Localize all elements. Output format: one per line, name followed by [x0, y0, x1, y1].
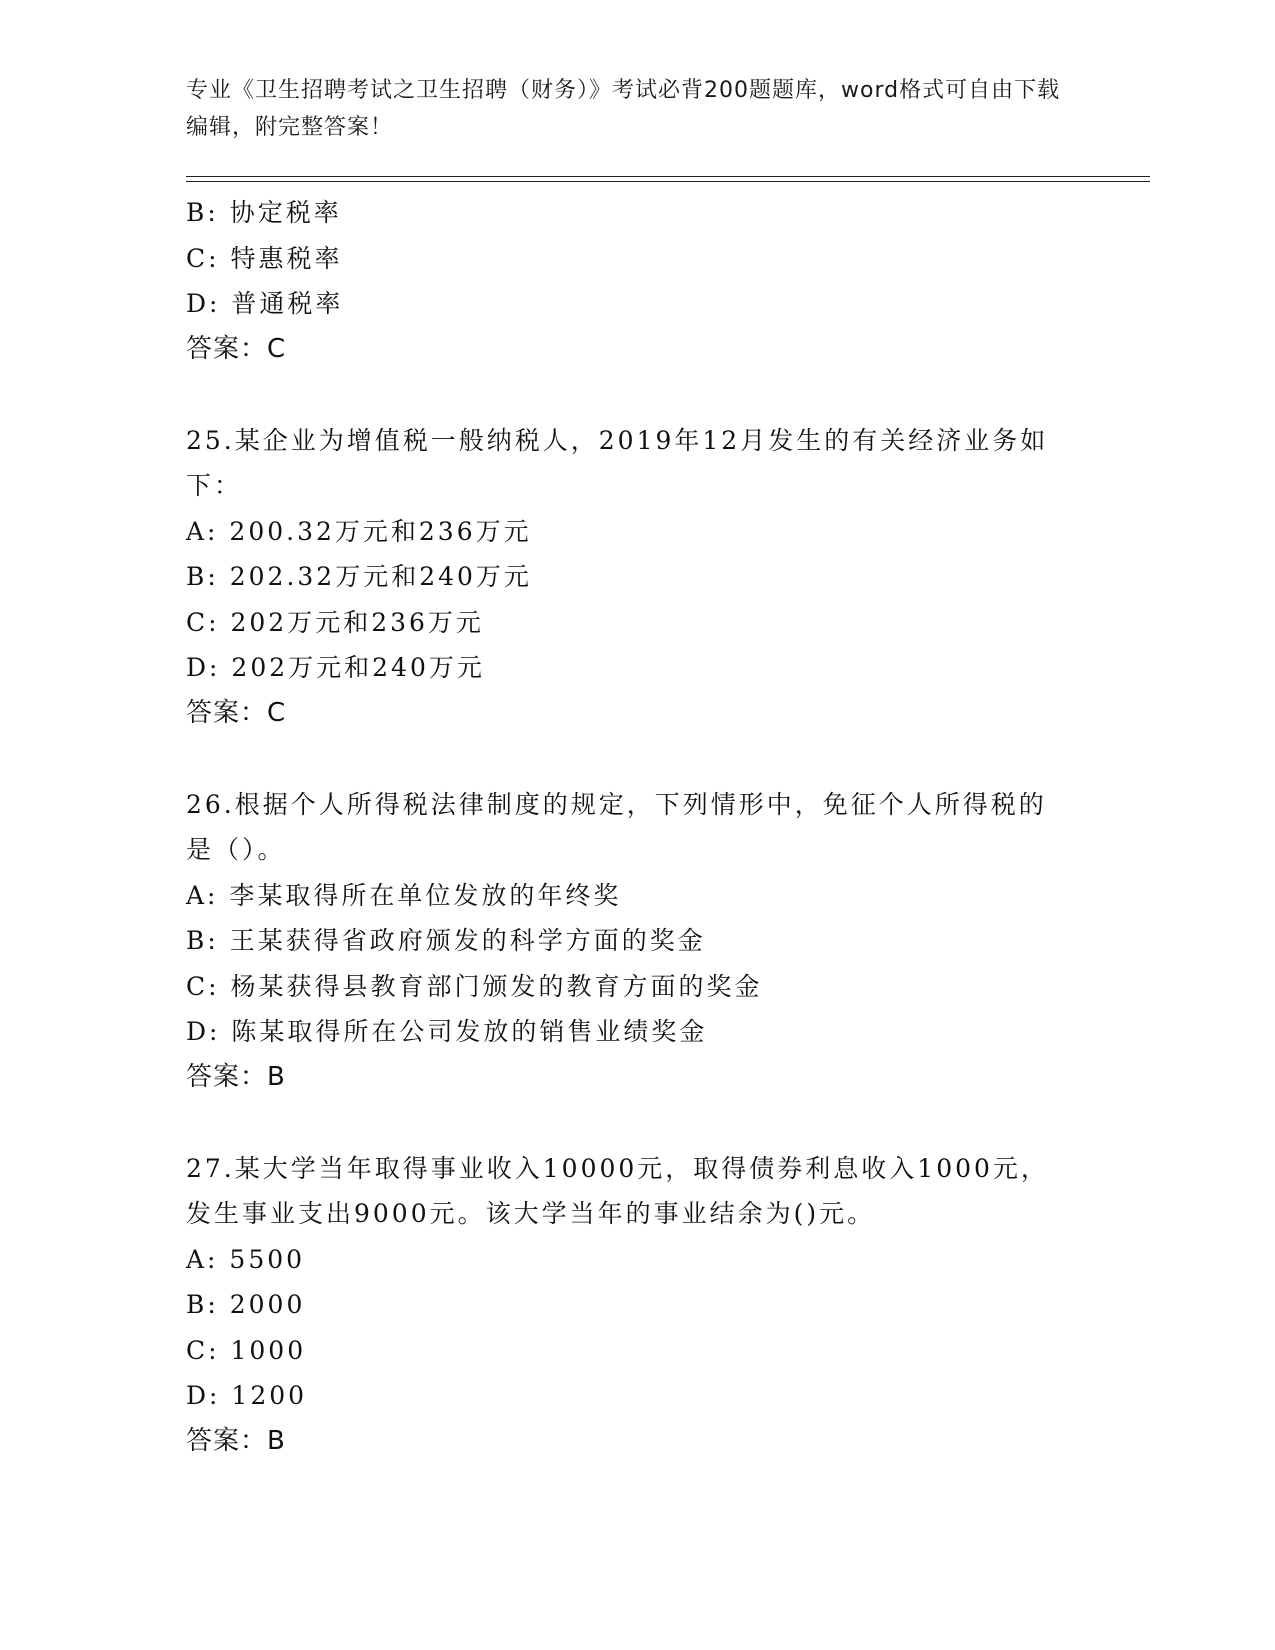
spacer: [186, 1100, 1066, 1146]
option-a: A: 李某取得所在单位发放的年终奖: [186, 880, 622, 910]
option-b: B: 2000: [186, 1290, 306, 1319]
option-d: D: 1200: [186, 1381, 308, 1410]
answer-line: 答案：C: [186, 333, 287, 364]
spacer: [186, 736, 1066, 782]
option-d: D: 普通税率: [186, 289, 344, 318]
question-block: [186, 1146, 1066, 1465]
option-d: D: 陈某取得所在公司发放的销售业绩奖金: [186, 1017, 708, 1046]
question-block: [186, 418, 1066, 737]
answer-line: 答案：B: [186, 1061, 286, 1092]
option-b: B: 王某获得省政府颁发的科学方面的奖金: [186, 926, 706, 955]
option-c: C: 202万元和236万元: [186, 607, 484, 637]
option-c: C: 特惠税率: [186, 243, 343, 273]
question-text: 25.某企业为增值税一般纳税人，2019年12月发生的有关经济业务如下：: [186, 425, 1049, 500]
option-d: D: 202万元和240万元: [186, 653, 485, 682]
option-b: B: 协定税率: [186, 198, 342, 227]
answer-line: 答案：B: [186, 1425, 286, 1456]
question-list: [186, 190, 1066, 1464]
option-c: C: 杨某获得县教育部门颁发的教育方面的奖金: [186, 971, 763, 1001]
option-a: A: 5500: [186, 1244, 306, 1274]
option-c: C: 1000: [186, 1335, 307, 1365]
option-a: A: 200.32万元和236万元: [186, 516, 532, 546]
option-b: B: 202.32万元和240万元: [186, 562, 532, 591]
question-text: 27.某大学当年取得事业收入10000元，取得债券利息收入1000元，发生事业支出9000元。该大学当年的事业结余为()元。: [186, 1153, 1049, 1228]
header-divider-bottom: [186, 181, 1150, 182]
answer-line: 答案：C: [186, 697, 287, 728]
header-divider-top: [186, 176, 1150, 177]
spacer: [186, 372, 1066, 418]
question-block: [186, 782, 1066, 1101]
document-header: 专业《卫生招聘考试之卫生招聘（财务）》考试必背200题题库，word格式可自由下载编辑，附完整答案！: [186, 78, 1061, 140]
question-block: [186, 190, 1066, 372]
question-text: 26.根据个人所得税法律制度的规定，下列情形中，免征个人所得税的是（）。: [186, 789, 1047, 864]
